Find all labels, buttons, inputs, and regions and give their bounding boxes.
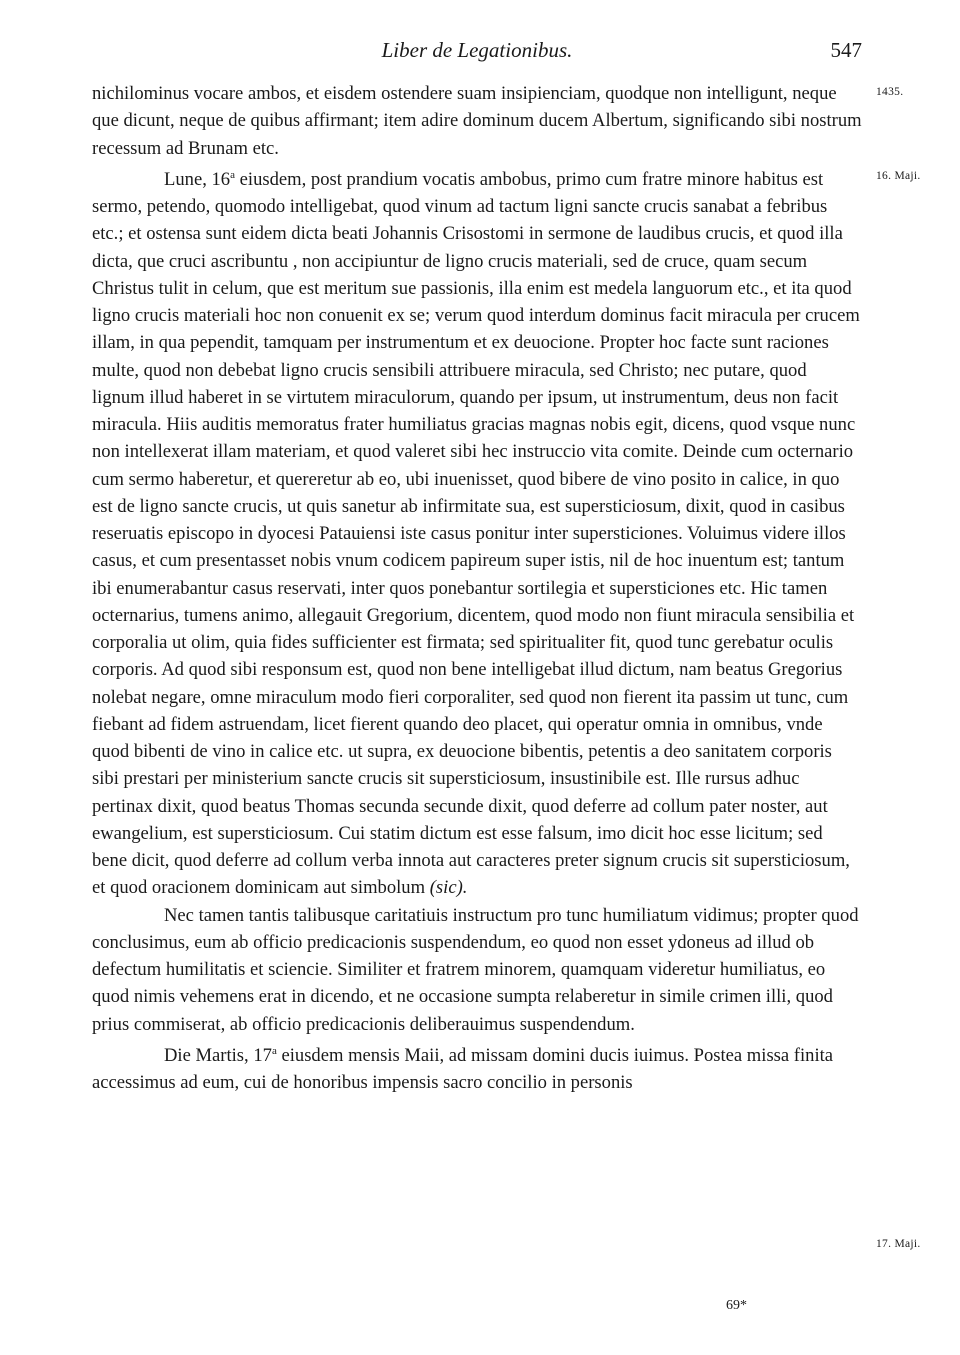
sic-note: (sic). (429, 877, 468, 899)
running-head (92, 36, 862, 66)
paragraph-1-text: nichilominus vocare ambos, et eisdem ostendere suam insipienciam, quodque non intelligunt, neque que dicunt, neque de quibus affirmant; item adire dominum ducem Albertum, significando sibi nostrum recessum ad Brunam etc. (92, 83, 862, 159)
paragraph-2 (92, 162, 862, 902)
superscript-a: a (271, 1044, 277, 1057)
margin-note-may-16: 16. Maji. (876, 170, 921, 182)
margin-note-year: 1435. (876, 86, 904, 98)
paragraph-4-text: eiusdem mensis Maii, ad missam domini ducis iuimus. Postea missa finita accessimus ad eum, cui de honoribus impensis sacro concilio in personis (92, 1045, 834, 1094)
signature-mark: 69* (726, 1298, 747, 1313)
paragraph-2-text: eiusdem, post prandium vocatis ambobus, primo cum fratre minore habitus est sermo, petendo, quomodo intelligebat, quod vinum ad tactum ligni sancte crucis sanabat a febribus etc.; et ostensa sunt eidem dicta beati Johannis Crisostomi in sermone de laudibus crucis, et quod illa dicta, que cruci ascribuntu , non accipiuntur de ligno crucis materiali, sed de cruce, quam secum Christus tulit in celum, que est meritum sue passionis, illa enim est medela languorum etc., et ita quod ligno crucis materiali hoc non conuenit ex se; verum quod interdum dominus facit miracula per crucem illam, in qua pependit, tamquam per instrumentum et ex deuocione. Propter hoc facte sunt raciones multe, quod non debebat ligno crucis sensibili attribuere miracula, sed Christo; nec putare, quod lignum illud haberet in se virtutem miraculorum, quando per ipsum, ut instrumentum, deus non facit miracula. Hiis auditis memoratus frater humiliatus gracias magnas nobis egit, dicens, quod vsque nunc non intellexerat illam materiam, et quod valeret sibi hec instruccio vita comite. Deinde cum octernario cum sermo haberetur, et quereretur ab eo, ubi inuenisset, quod bibere de vino posito in calice, in quo est de ligno sancte crucis, ut quis sanetur ab infirmitate sua, est supersticiosum, dixit, quod in casibus reseruatis episcopo in dyocesi Patauiensi iste casus ponitur inter supersticiones. Voluimus videre illos casus, et cum presentasset nobis vnum codicem papireum super istis, nil de hoc inuentum est; tantum ibi enumerabantur casus reservati, inter quos ponebantur sortilegia et supersticiones etc. Hic tamen octernarius, tumens animo, allegauit Gregorium, dicentem, quod modo non fiunt miracula sensibilia et corporalia ut olim, quia fides sufficienter est firmata; sed spiritualiter fit, quod tunc gerebatur oculis corporis. Ad quod sibi responsum est, quod non bene intelligebat illud dictum, nam beatus Gregorius nolebat negare, omne miraculum modo fieri corporaliter, sed quod non fierent ita passim ut tunc, cum fiebant ad fidem astruendam, licet fierent quando deo placet, qui operatur omnia in omnibus, vnde quod bibenti de vino in calice etc. ut supra, ex deuocione bibentis, petentis a deo sanitatem corporis sibi prestari per ministerium sancte crucis sit supersticiosum, insustinibile est. Ille rursus adhuc pertinax dixit, quod beatus Thomas secunda secunde dixit, quod deferre ad collum pater noster, aut ewangelium, est supersticiosum. Cui statim dictum est esse falsum, imo dicit hoc esse licitum; sed bene dicit, quod deferre ad collum verba innota aut caracteres preter signum crucis sit supersticiosum, et quod oracionem dominicam aut simbolum (92, 168, 860, 899)
paragraph-4 (92, 1038, 862, 1097)
running-title: Liber de Legationibus. (381, 38, 573, 62)
paragraph-3 (92, 902, 862, 1038)
paragraph-3-text: Nec tamen tantis talibusque caritatiuis instructum pro tunc humiliatum vidimus; propter quod conclusimus, eum ab officio predicacionis suspendendum, eo quod non esset ydoneus ad illud ob defectum humilitatis et sciencie. Similiter et fratrem minorem, quamquam videretur humiliatus, eo quod nimis vehemens erat in dicendo, et ne occasione sumpta relaberetur in simile crimen illi, quod prius commiserat, ab officio predicacionis deliberauimus suspendendum. (92, 904, 859, 1035)
paragraph-4-opening: Die Martis, 17 (164, 1045, 272, 1067)
paragraph-1 (92, 80, 862, 162)
superscript-a: a (230, 168, 235, 181)
page-number: 547 (830, 38, 862, 62)
paragraph-2-opening: Lune, 16 (164, 168, 231, 190)
body-text (92, 80, 862, 1097)
margin-note-may-17: 17. Maji. (876, 1238, 921, 1250)
